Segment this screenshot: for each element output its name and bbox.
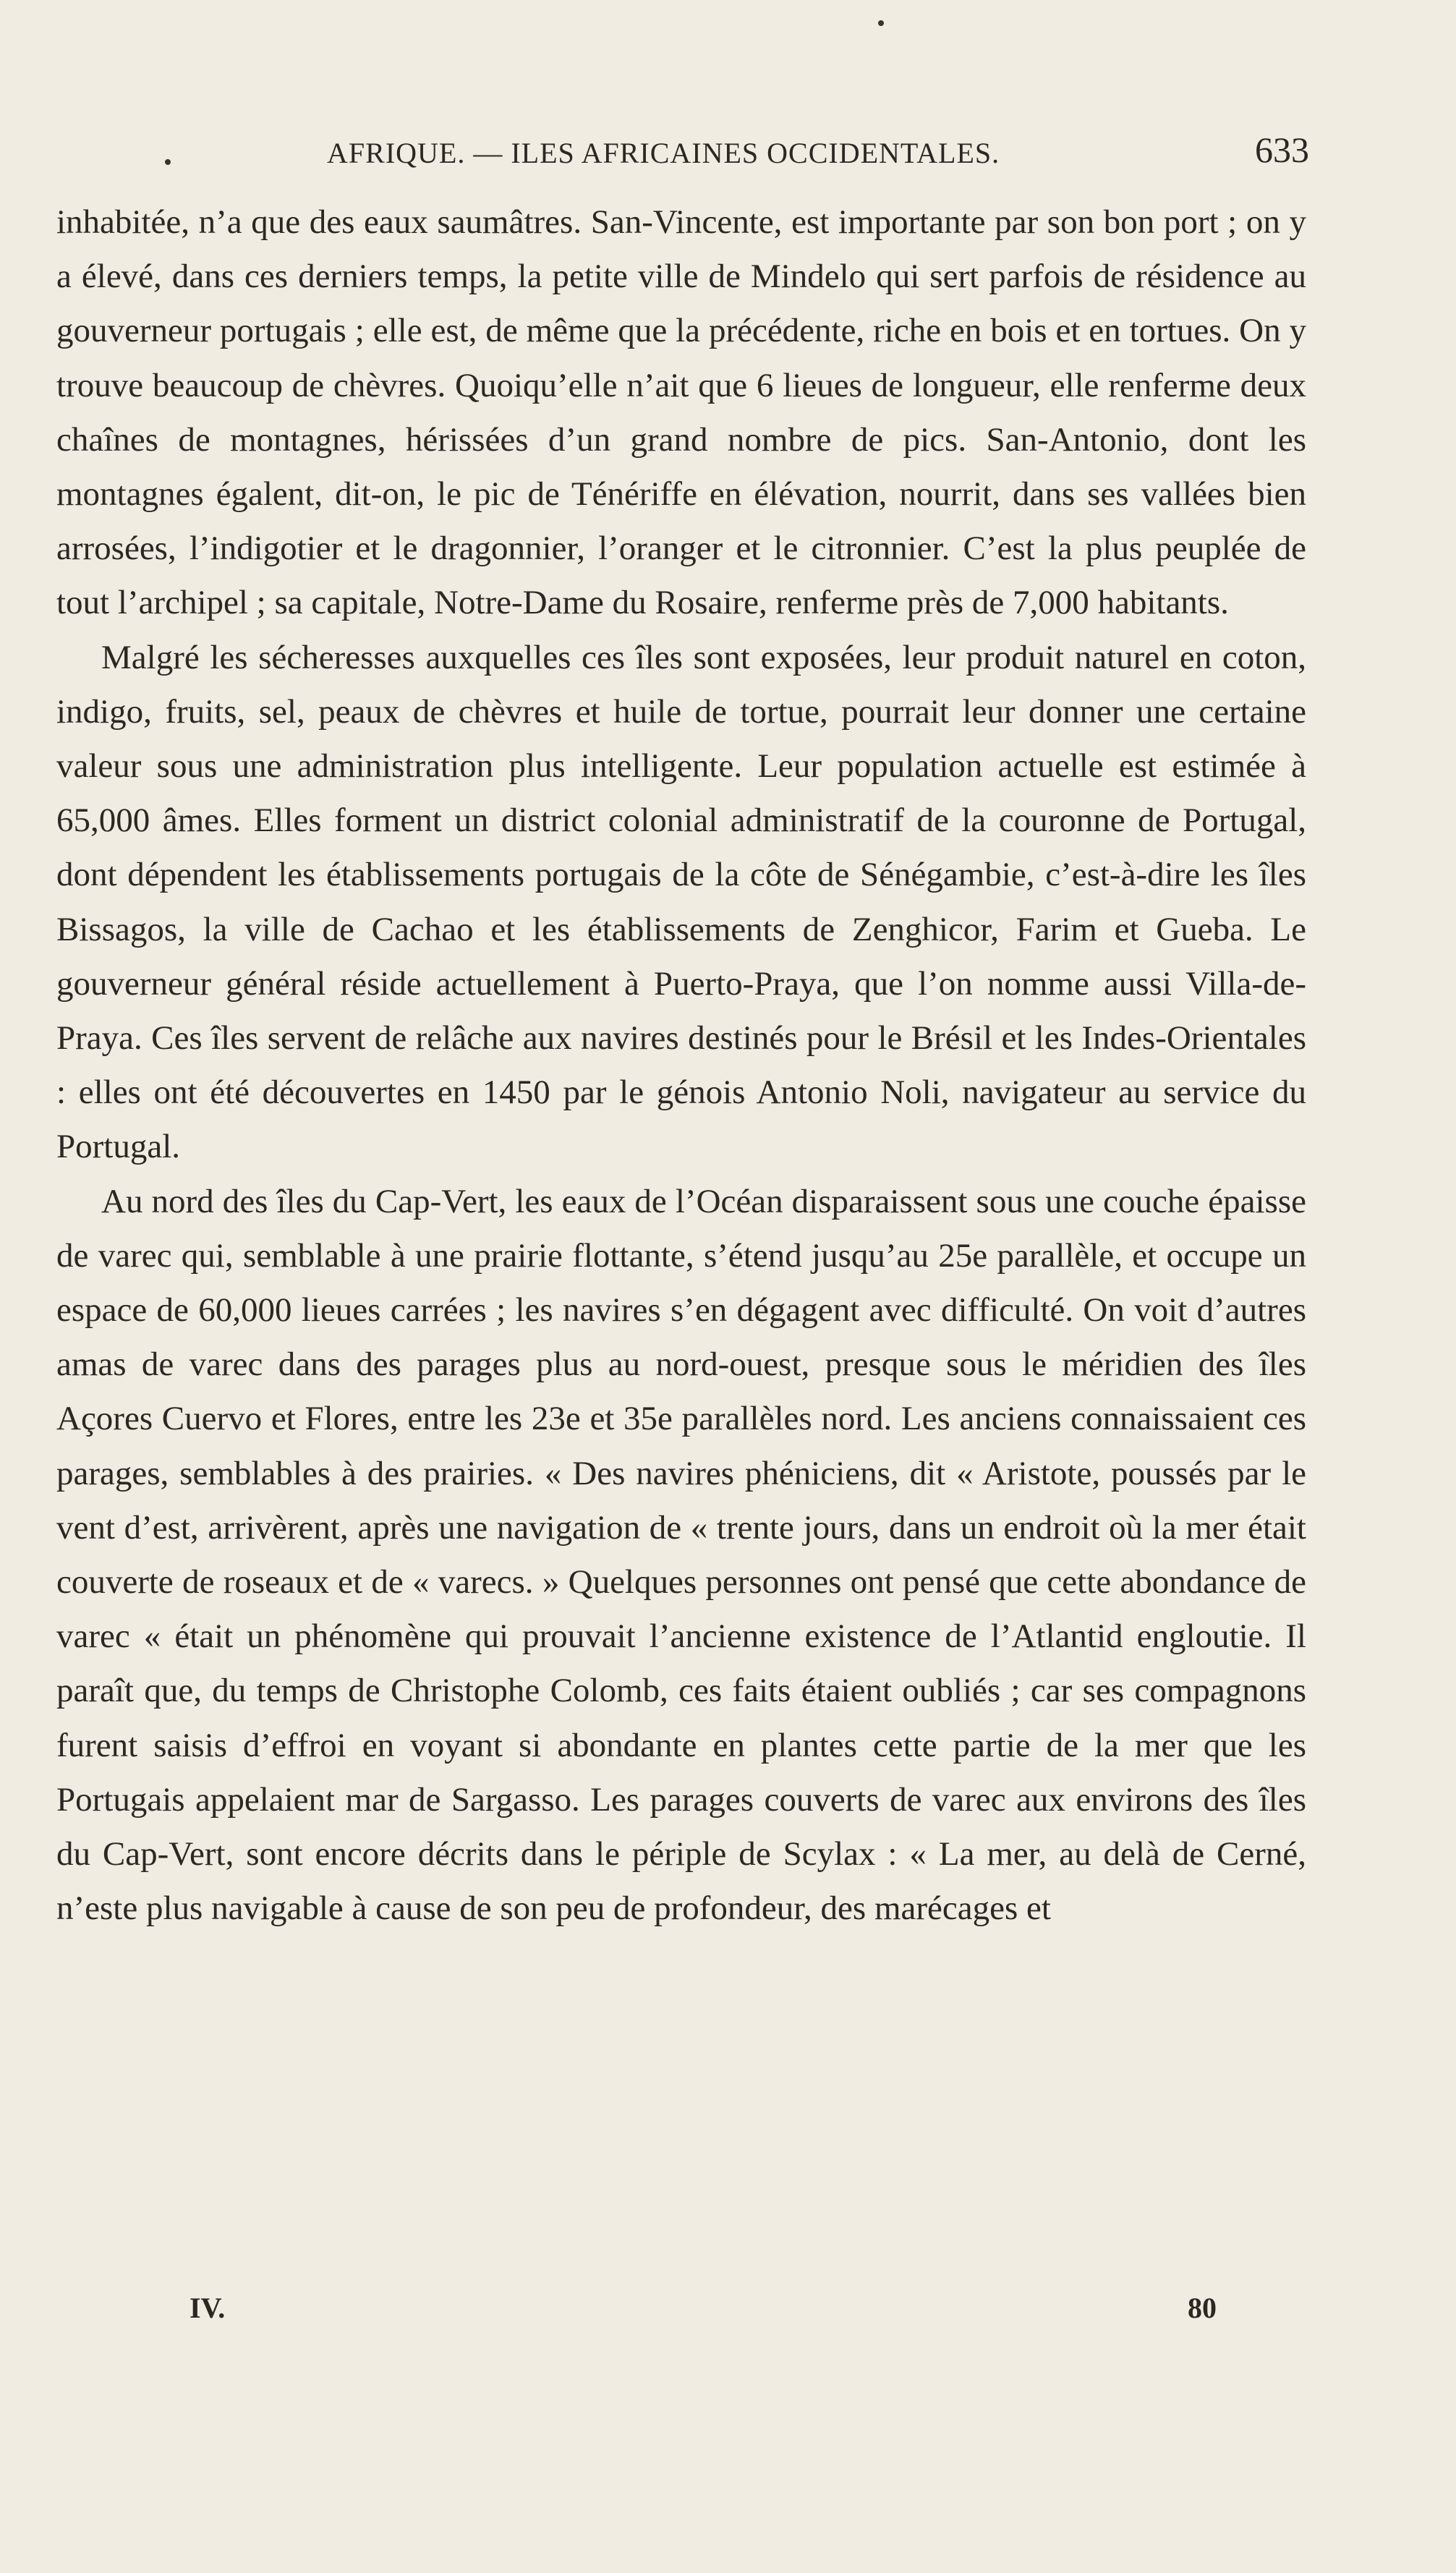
ink-speck (878, 20, 884, 26)
running-title: AFRIQUE. — ILES AFRICAINES OCCIDENTALES. (327, 137, 1000, 169)
paragraph: Au nord des îles du Cap-Vert, les eaux de l’Océan disparaissent sous une couche épaisse de varec qui, semblable à une prairie flottante, s’étend jusqu’au 25e parallèle, et occupe un espace de 60,000 lieues carrées ; les navires s’en dégagent avec difficulté. On voit d’autres amas de varec dans des parages plus au nord-ouest, presque sous le méridien des îles Açores Cuervo et Flores, entre les 23e et 35e parallèles nord. Les anciens connaissaient ces parages, semblables à des prairies. « Des navires phéniciens, dit « Aristote, poussés par le vent d’est, arrivèrent, après une navigation de « trente jours, dans un endroit où la mer était couverte de roseaux et de « varecs. » Quelques personnes ont pensé que cette abondance de varec « était un phénomène qui prouvait l’ancienne existence de l’Atlantid engloutie. Il paraît que, du temps de Christophe Colomb, ces faits étaient oubliés ; car ses compagnons furent saisis d’effroi en voyant si abondante en plantes cette partie de la mer que les Portugais appelaient mar de Sargasso. Les parages couverts de varec aux environs des îles du Cap-Vert, sont encore décrits dans le périple de Scylax : « La mer, au delà de Cerné, n’este plus navigable à cause de son peu de profondeur, des marécages et (56, 1182, 1306, 1928)
body-text (56, 195, 1306, 1936)
page-header (145, 129, 1309, 179)
paragraph: Malgré les sécheresses auxquelles ces îles sont exposées, leur produit naturel en coton, indigo, fruits, sel, peaux de chèvres et huile de tortue, pourrait leur donner une certaine valeur sous une administration plus intelligente. Leur population actuelle est estimée à 65,000 âmes. Elles forment un district colonial administratif de la couronne de Portugal, dont dépendent les établissements portugais de la côte de Sénégambie, c’est-à-dire les îles Bissagos, la ville de Cachao et les établissements de Zenghicor, Farim et Gueba. Le gouverneur général réside actuellement à Puerto-Praya, que l’on nomme aussi Villa-de-Praya. Ces îles servent de relâche aux navires destinés pour le Brésil et les Indes-Orientales : elles ont été découvertes en 1450 par le génois Antonio Noli, navigateur au service du Portugal. (56, 638, 1306, 1166)
page-footer (190, 2291, 1217, 2334)
page-number: 633 (1255, 129, 1309, 170)
paragraph: inhabitée, n’a que des eaux saumâtres. San-Vincente, est importante par son bon port ; on y a élevé, dans ces derniers temps, la petite ville de Mindelo qui sert parfois de résidence au gouverneur portugais ; elle est, de même que la précédente, riche en bois et en tortues. On y trouve beaucoup de chèvres. Quoiqu’elle n’ait que 6 lieues de longueur, elle renferme deux chaînes de montagnes, hérissées d’un grand nombre de pics. San-Antonio, dont les montagnes égalent, dit-on, le pic de Ténériffe en élévation, nourrit, dans ses vallées bien arrosées, l’indigotier et le dragonnier, l’oranger et le citronnier. C’est la plus peuplée de tout l’archipel ; sa capitale, Notre-Dame du Rosaire, renferme près de 7,000 habitants. (56, 203, 1306, 622)
sheet-signature: 80 (1188, 2292, 1217, 2324)
volume-signature: IV. (190, 2292, 226, 2324)
